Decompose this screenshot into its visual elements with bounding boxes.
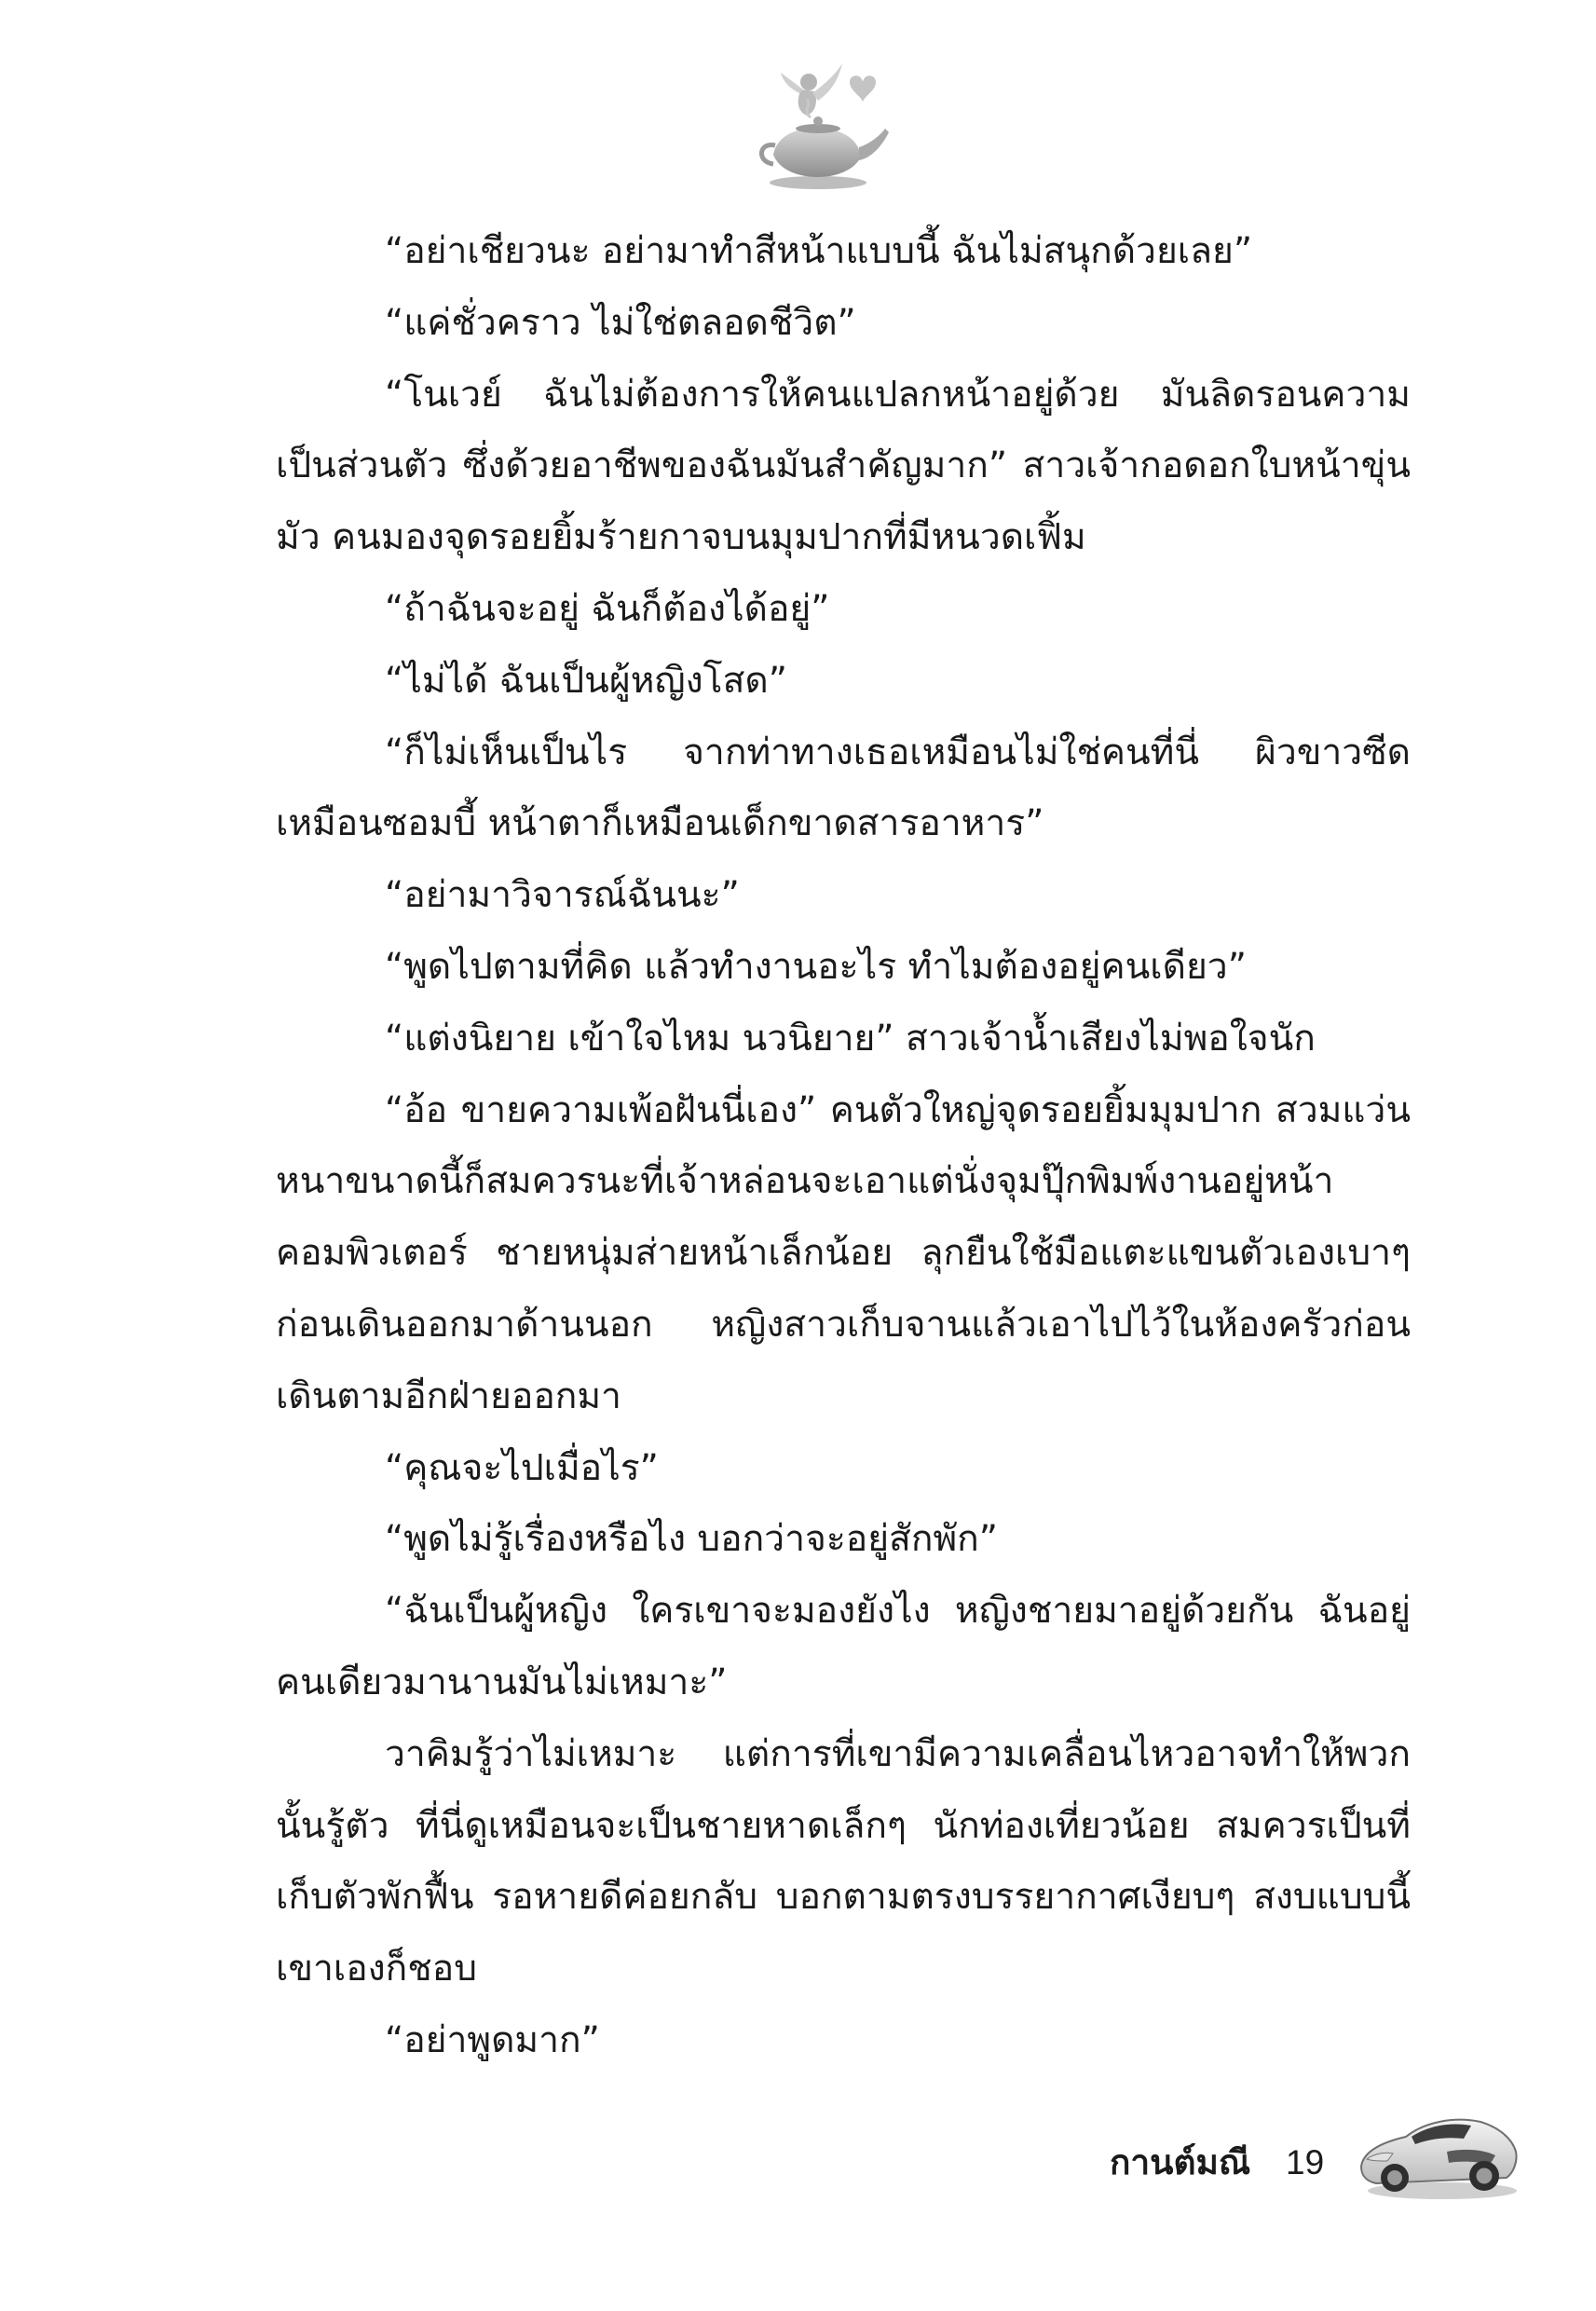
paragraph: “อย่าพูดมาก” — [385, 2018, 600, 2061]
paragraph: “ฉันเป็นผู้หญิง ใครเขาจะมองยังไง หญิงชายมาอยู่ด้วยกัน ฉันอยู่คนเดียวมานานมันไม่เหมาะ” — [276, 1590, 1411, 1703]
paragraph: “อย่ามาวิจารณ์ฉันนะ” — [385, 874, 740, 917]
cupid-teapot-ornament-icon — [745, 54, 904, 194]
paragraph: “ไม่ได้ ฉันเป็นผู้หญิงโสด” — [385, 659, 787, 702]
paragraph: “คุณจะไปเมื่อไร” — [385, 1446, 659, 1489]
paragraph: “พูดไปตามที่คิด แล้วทำงานอะไร ทำไมต้องอยู่คนเดียว” — [385, 945, 1247, 988]
paragraph: “แต่งนิยาย เข้าใจไหม นวนิยาย” สาวเจ้าน้ำเสียงไม่พอใจนัก — [385, 1017, 1316, 1060]
paragraph: “พูดไม่รู้เรื่องหรือไง บอกว่าจะอยู่สักพัก” — [385, 1518, 998, 1561]
paragraph: “โนเวย์ ฉันไม่ต้องการให้คนแปลกหน้าอยู่ด้วย มันลิดรอนความเป็นส่วนตัว ซึ่งด้วยอาชีพของฉันมันสำคัญมาก” สาวเจ้ากอดอกใบหน้าขุ่นมัว คนมองจุดรอยยิ้มร้ายกาจบนมุมปากที่มีหนวดเฟิ้ม — [276, 373, 1411, 559]
body-text — [276, 216, 1411, 2077]
paragraph: “ก็ไม่เห็นเป็นไร จากท่าทางเธอเหมือนไม่ใช่คนที่นี่ ผิวขาวซีดเหมือนซอมบี้ หน้าตาก็เหมือนเด็กขาดสารอาหาร” — [276, 731, 1411, 845]
paragraph: วาคิมรู้ว่าไม่เหมาะ แต่การที่เขามีความเคลื่อนไหวอาจทำให้พวกนั้นรู้ตัว ที่นี่ดูเหมือนจะเป็นชายหาดเล็กๆ นักท่องเที่ยวน้อย สมควรเป็นที่เก็บตัวพักฟื้น รอหายดีค่อยกลับ บอกตามตรงบรรยากาศเงียบๆ สงบแบบนี้เขาเองก็ชอบ — [276, 1732, 1411, 1990]
paragraph: “แค่ชั่วคราว ไม่ใช่ตลอดชีวิต” — [385, 301, 856, 344]
paragraph: “อย่าเชียวนะ อย่ามาทำสีหน้าแบบนี้ ฉันไม่สนุกด้วยเลย” — [385, 230, 1253, 272]
page-number: 19 — [1286, 2143, 1325, 2181]
author-name: กานต์มณี — [1110, 2142, 1251, 2182]
sports-car-icon — [1354, 2094, 1521, 2206]
paragraph: “อ้อ ขายความเพ้อฝันนี่เอง” คนตัวใหญ่จุดรอยยิ้มมุมปาก สวมแว่นหนาขนาดนี้ก็สมควรนะที่เจ้าหล่อนจะเอาแต่นั่งจุมปุ๊กพิมพ์งานอยู่หน้าคอมพิวเตอร์ ชายหนุ่มส่ายหน้าเล็กน้อย ลุกยืนใช้มือแตะแขนตัวเองเบาๆ ก่อนเดินออกมาด้านนอก หญิงสาวเก็บจานแล้วเอาไปไว้ในห้องครัวก่อนเดินตามอีกฝ่ายออกมา — [276, 1088, 1411, 1417]
paragraph: “ถ้าฉันจะอยู่ ฉันก็ต้องได้อยู่” — [385, 587, 830, 630]
